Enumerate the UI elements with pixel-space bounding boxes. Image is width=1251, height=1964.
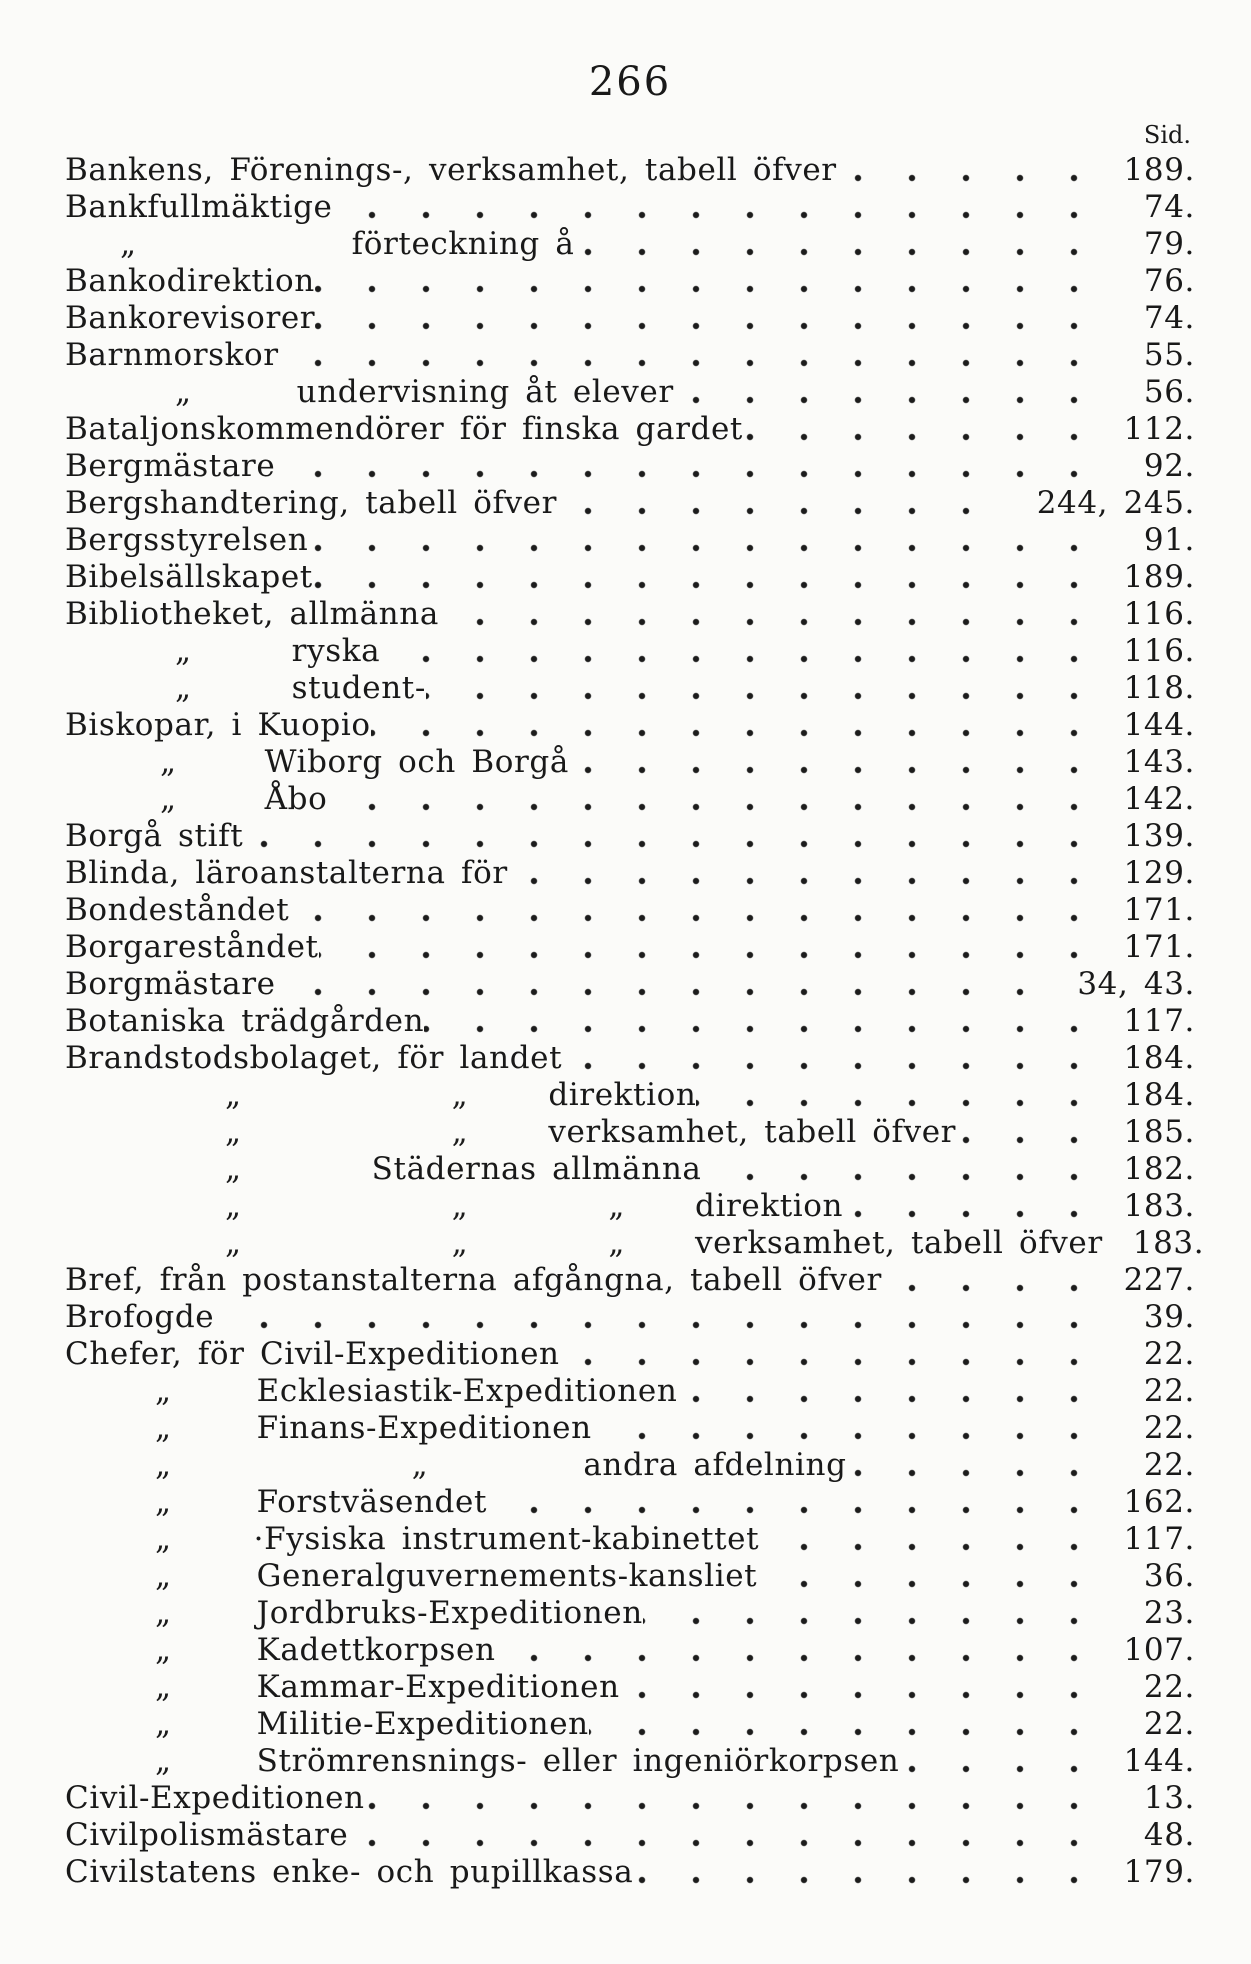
page-ref: 22. [1095, 1669, 1195, 1706]
index-row [65, 1336, 1195, 1373]
page-ref: 184. [1094, 1040, 1195, 1077]
entry-text: Bibliotheket, allmänna [65, 596, 439, 632]
entry-text: Borgmästare [65, 966, 276, 1002]
entry-text: Militie-Expeditionen [172, 1706, 589, 1743]
dot-leader [899, 1743, 1093, 1780]
ditto-mark: „ [65, 1632, 172, 1669]
index-row [65, 1077, 1195, 1114]
page-ref: 189. [1094, 152, 1195, 189]
ditto-mark: „ [65, 1558, 172, 1595]
entry-text: Kammar-Expeditionen [172, 1669, 620, 1706]
entry-text: Bankorevisorer [65, 300, 316, 336]
index-row [65, 892, 1195, 929]
index-row [65, 300, 1195, 337]
dot-leader [275, 448, 1095, 485]
index-row [65, 374, 1195, 411]
dot-leader [633, 1854, 1093, 1891]
page-header [65, 58, 1195, 149]
index-row [65, 1003, 1195, 1040]
entry-text: Finans-Expeditionen [172, 1410, 592, 1447]
index-row [65, 1262, 1195, 1299]
page-ref: 189. [1094, 559, 1195, 596]
index-row [65, 1151, 1195, 1188]
ditto-mark: „ [65, 1410, 172, 1447]
index-row [65, 152, 1195, 189]
dot-leader [757, 1558, 1095, 1595]
dot-leader [496, 1632, 1094, 1669]
entry-text: direktion [625, 1188, 843, 1225]
entry-text: Borgå stift [65, 818, 244, 854]
index-row [65, 744, 1195, 781]
dot-leader [315, 263, 1095, 300]
index-row [65, 559, 1195, 596]
dot-leader [643, 1595, 1095, 1632]
dot-leader [759, 1521, 1093, 1558]
page-ref: 183. [1094, 1188, 1195, 1225]
page-ref: 22. [1095, 1706, 1195, 1743]
page-ref: 184. [1094, 1077, 1195, 1114]
dot-leader [574, 226, 1095, 263]
page-ref: 162. [1094, 1484, 1195, 1521]
dot-leader [696, 1077, 1093, 1114]
entry-text: Forstväsendet [172, 1484, 487, 1521]
entry-text: Chefer, för Civil-Expeditionen [65, 1336, 560, 1372]
entry-text: verksamhet, tabell öfver [468, 1114, 956, 1151]
index-row [65, 707, 1195, 744]
entry-text: Bibelsällskapet [65, 559, 313, 595]
entry-text: Jordbruks-Expeditionen [172, 1595, 643, 1632]
entry-text: Generalguvernements-kansliet [172, 1558, 758, 1595]
index-row [65, 1410, 1195, 1447]
page-ref: 144. [1094, 1743, 1195, 1780]
entry-text: Bankodirektion [65, 263, 315, 299]
index-row [65, 1484, 1195, 1521]
ditto-mark: „ [65, 1373, 172, 1410]
entry-text: Civilstatens enke- och pupillkassa [65, 1854, 634, 1890]
index-row [65, 818, 1195, 855]
ditto-mark: „ [242, 1077, 469, 1114]
entry-text: Borgareståndet [65, 929, 319, 965]
dot-leader [214, 1299, 1095, 1336]
dot-leader [380, 633, 1093, 670]
index-row [65, 1558, 1195, 1595]
index-row [65, 966, 1195, 1003]
page-ref: 48. [1095, 1817, 1195, 1854]
ditto-mark: „ [468, 1225, 625, 1262]
page-ref: 23. [1095, 1595, 1195, 1632]
entry-text: Bergshandtering, tabell öfver [65, 485, 558, 521]
ditto-mark: „ [65, 226, 137, 263]
dot-leader [348, 1817, 1095, 1854]
index-row [65, 1854, 1195, 1891]
page-ref: 227. [1094, 1262, 1195, 1299]
index-row [65, 1521, 1195, 1558]
page-ref: 13. [1095, 1780, 1195, 1817]
dot-leader [426, 670, 1094, 707]
index-row [65, 1299, 1195, 1336]
page-ref: 118. [1094, 670, 1195, 707]
entry-text: ·Fysiska instrument-kabinettet [172, 1521, 759, 1558]
index-row [65, 1225, 1205, 1262]
index-row [65, 855, 1195, 892]
entry-text: andra afdelning [428, 1447, 846, 1484]
entry-text: Botaniska trädgården [65, 1003, 425, 1039]
ditto-mark: „ [468, 1188, 625, 1225]
ditto-mark: „ [65, 1521, 172, 1558]
page-ref: 91. [1095, 522, 1195, 559]
ditto-mark: „ [172, 1447, 429, 1484]
index-row [65, 781, 1195, 818]
dot-leader [592, 1410, 1095, 1447]
dot-leader [956, 1114, 1093, 1151]
entry-text: Ecklesiastik-Expeditionen [172, 1373, 678, 1410]
page-number: 266 [588, 59, 672, 105]
index-row [65, 337, 1195, 374]
page-ref: 144. [1094, 707, 1195, 744]
page-ref: 92. [1095, 448, 1195, 485]
entry-text: Wiborg och Borgå [177, 744, 569, 781]
index-row [65, 1780, 1195, 1817]
entry-text: Bankfullmäktige [65, 189, 333, 225]
ditto-mark: „ [65, 374, 192, 411]
page-ref: 22. [1095, 1447, 1195, 1484]
index-row [65, 189, 1195, 226]
dot-leader [315, 300, 1095, 337]
entry-text: Strömrensnings- eller ingeniörkorpsen [172, 1743, 900, 1780]
page-ref: 39. [1095, 1299, 1195, 1336]
entry-text: Brandstodsbolaget, för landet [65, 1040, 563, 1076]
dot-leader [365, 1780, 1095, 1817]
page-content [65, 58, 1205, 1891]
page-ref: 74. [1095, 189, 1195, 226]
entry-text: Bankens, Förenings-, verksamhet, tabell öfver [65, 152, 837, 188]
ditto-mark: „ [65, 1114, 242, 1151]
page-ref: 34, 43. [1047, 966, 1195, 1003]
index-row [65, 633, 1195, 670]
dot-leader [289, 892, 1093, 929]
dot-leader [371, 707, 1094, 744]
page-ref: 117. [1094, 1003, 1195, 1040]
dot-leader [487, 1484, 1094, 1521]
entry-text: Civil-Expeditionen [65, 1780, 365, 1816]
index-row [65, 485, 1195, 522]
dot-leader [743, 411, 1094, 448]
dot-leader [562, 1040, 1093, 1077]
index-row [65, 522, 1195, 559]
entry-text: Bref, från postanstalterna afgångna, tabell öfver [65, 1262, 882, 1298]
index-row [65, 1040, 1195, 1077]
index-row [65, 1669, 1195, 1706]
entry-text: Bondeståndet [65, 892, 290, 928]
dot-leader [560, 1336, 1095, 1373]
index-row [65, 1114, 1195, 1151]
entry-text: ryska [192, 633, 381, 670]
entry-text: student- [192, 670, 426, 707]
index-row [65, 929, 1195, 966]
page-ref: 22. [1095, 1373, 1195, 1410]
dot-leader [424, 1003, 1093, 1040]
page-ref: 55. [1095, 337, 1195, 374]
dot-leader [674, 374, 1095, 411]
page-ref: 112. [1094, 411, 1195, 448]
entry-text: Barnmorskor [65, 337, 279, 373]
index-row [65, 670, 1195, 707]
ditto-mark: „ [65, 1447, 172, 1484]
index-row [65, 1595, 1195, 1632]
index-row [65, 1743, 1195, 1780]
dot-leader [677, 1373, 1095, 1410]
dot-leader [327, 781, 1093, 818]
dot-leader [279, 337, 1095, 374]
ditto-mark: „ [65, 1706, 172, 1743]
index-row [65, 263, 1195, 300]
ditto-mark: „ [65, 670, 192, 707]
page-ref: 116. [1094, 596, 1195, 633]
ditto-mark: „ [65, 781, 177, 818]
ditto-mark: „ [242, 1225, 469, 1262]
page-ref: 76. [1095, 263, 1195, 300]
entry-text: Bergmästare [65, 448, 276, 484]
ditto-mark: „ [65, 1077, 242, 1114]
ditto-mark: „ [65, 1151, 242, 1188]
ditto-mark: „ [65, 1484, 172, 1521]
dot-leader [701, 1151, 1093, 1188]
entry-text: Åbo [177, 781, 328, 818]
entry-text: Biskopar, i Kuopio [65, 707, 371, 743]
index-row [65, 1706, 1195, 1743]
index-rows [65, 152, 1205, 1891]
page-ref: 182. [1094, 1151, 1195, 1188]
page-ref: 171. [1094, 929, 1195, 966]
page-ref: 244, 245. [1007, 485, 1195, 522]
page-ref: 171. [1094, 892, 1195, 929]
entry-text: Brofogde [65, 1299, 215, 1335]
page-ref: 22. [1095, 1336, 1195, 1373]
ditto-mark: „ [242, 1114, 469, 1151]
page-ref: 139. [1094, 818, 1195, 855]
ditto-mark: „ [65, 1669, 172, 1706]
page-ref: 74. [1095, 300, 1195, 337]
dot-leader [837, 152, 1094, 189]
page-ref: 129. [1094, 855, 1195, 892]
page-ref: 185. [1094, 1114, 1195, 1151]
dot-leader [557, 485, 1007, 522]
entry-text: verksamhet, tabell öfver [625, 1225, 1103, 1262]
index-row [65, 226, 1195, 263]
dot-leader [882, 1262, 1094, 1299]
dot-leader [847, 1447, 1095, 1484]
page-ref: 36. [1095, 1558, 1195, 1595]
entry-text: Civilpolismästare [65, 1817, 349, 1853]
index-row [65, 596, 1195, 633]
page-ref: 79. [1095, 226, 1195, 263]
index-row [65, 448, 1195, 485]
dot-leader [620, 1669, 1095, 1706]
page-ref: 143. [1094, 744, 1195, 781]
index-row [65, 1373, 1195, 1410]
page-ref: 116. [1094, 633, 1195, 670]
dot-leader [276, 966, 1048, 1003]
entry-text: Bataljonskommendörer för finska gardet [65, 411, 743, 447]
entry-text: undervisning åt elever [192, 374, 674, 411]
page-ref: 22. [1095, 1410, 1195, 1447]
page-ref: 117. [1094, 1521, 1195, 1558]
dot-leader [308, 522, 1095, 559]
index-row [65, 1188, 1195, 1225]
entry-text: förteckning å [137, 226, 575, 263]
entry-text: Blinda, läroanstalterna för [65, 855, 508, 891]
dot-leader [243, 818, 1093, 855]
ditto-mark: „ [65, 1188, 242, 1225]
index-row [65, 1447, 1195, 1484]
page-ref: 107. [1094, 1632, 1195, 1669]
ditto-mark: „ [65, 633, 192, 670]
page-ref: 142. [1094, 781, 1195, 818]
page-ref: 179. [1094, 1854, 1195, 1891]
page-ref: 183. [1103, 1225, 1204, 1262]
page-column-header: Sid. [1143, 121, 1191, 149]
entry-text: direktion [468, 1077, 696, 1114]
dot-leader [333, 189, 1095, 226]
index-row [65, 411, 1195, 448]
page-ref: 56. [1095, 374, 1195, 411]
dot-leader [843, 1188, 1093, 1225]
dot-leader [589, 1706, 1095, 1743]
entry-text: Bergsstyrelsen [65, 522, 309, 558]
ditto-mark: „ [65, 1595, 172, 1632]
index-row [65, 1632, 1195, 1669]
dot-leader [313, 559, 1094, 596]
dot-leader [569, 744, 1094, 781]
entry-text: Kadettkorpsen [172, 1632, 496, 1669]
ditto-mark: „ [65, 1225, 242, 1262]
dot-leader [319, 929, 1094, 966]
ditto-mark: „ [65, 1743, 172, 1780]
dot-leader [508, 855, 1094, 892]
dot-leader [439, 596, 1094, 633]
ditto-mark: „ [242, 1188, 469, 1225]
entry-text: Städernas allmänna [242, 1151, 702, 1188]
index-row [65, 1817, 1195, 1854]
ditto-mark: „ [65, 744, 177, 781]
